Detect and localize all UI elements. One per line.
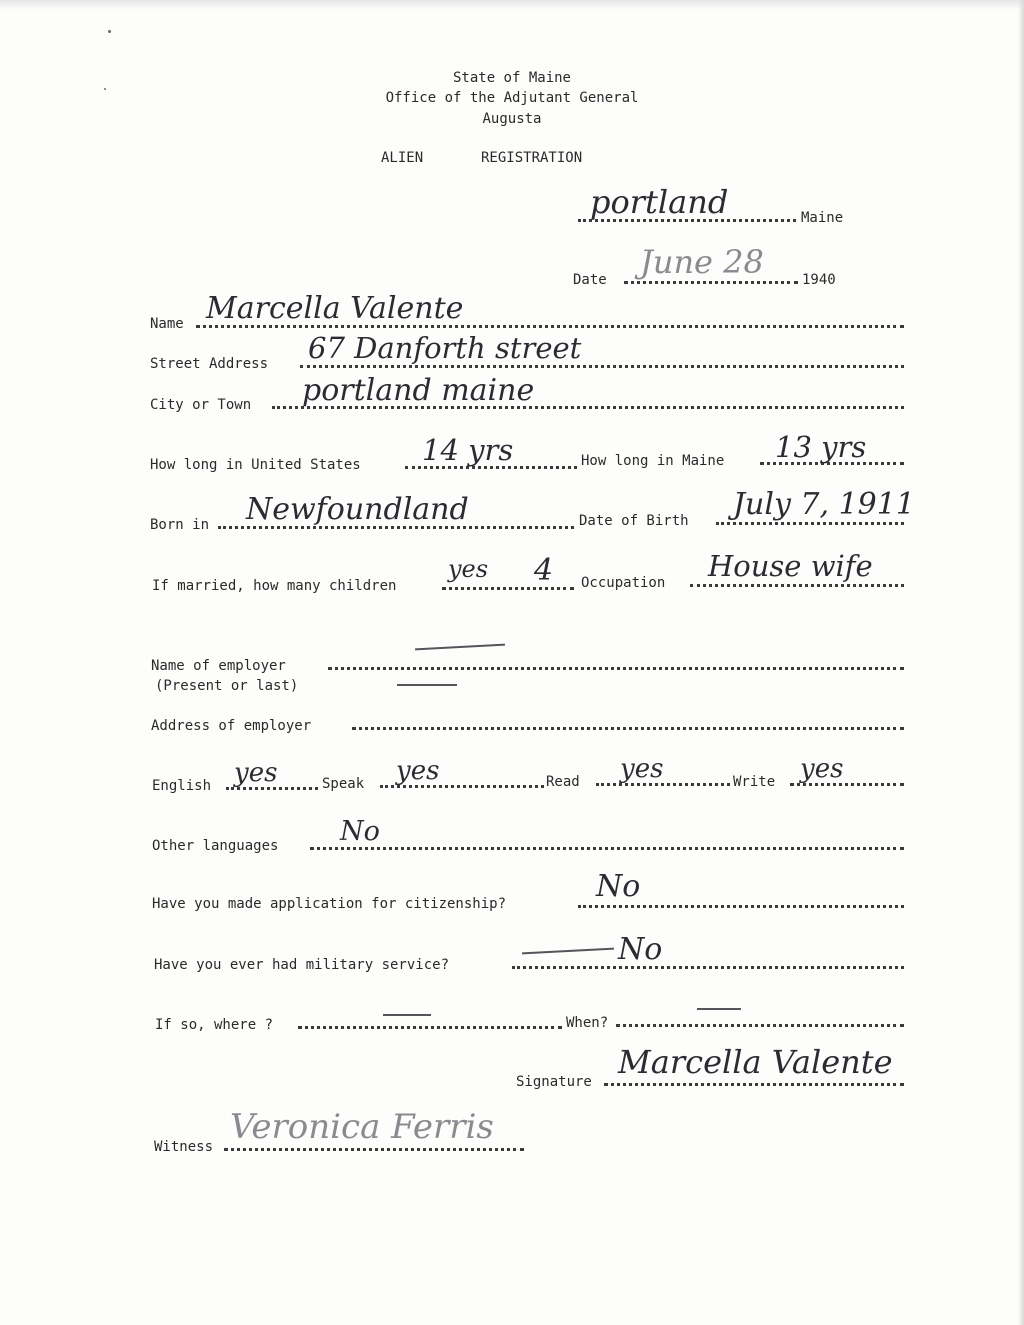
occupation-handwritten: House wife bbox=[708, 549, 873, 583]
street-leader bbox=[300, 365, 904, 368]
scan-speck bbox=[104, 88, 106, 90]
citizenship-handwritten: No bbox=[596, 869, 641, 904]
read-label: Read bbox=[546, 774, 580, 790]
other-languages-handwritten: No bbox=[340, 816, 380, 847]
witness-leader bbox=[224, 1148, 524, 1151]
signature-leader bbox=[604, 1083, 904, 1086]
witness-handwritten: Veronica Ferris bbox=[230, 1107, 494, 1147]
military-dash bbox=[522, 948, 614, 955]
signature-handwritten: Marcella Valente bbox=[618, 1043, 893, 1081]
born-label: Born in bbox=[150, 517, 210, 533]
speak-handwritten: yes bbox=[396, 756, 440, 786]
employer-sublabel: (Present or last) bbox=[155, 678, 299, 694]
date-label: Date bbox=[573, 272, 607, 288]
date-handwritten: June 28 bbox=[640, 243, 764, 281]
when-dash bbox=[697, 1008, 741, 1010]
employer-name-dash bbox=[415, 644, 505, 651]
name-label: Name bbox=[150, 316, 184, 332]
title-alien: ALIEN bbox=[381, 150, 424, 166]
read-leader bbox=[596, 783, 730, 786]
english-label: English bbox=[152, 778, 212, 794]
maine-years-handwritten: 13 yrs bbox=[775, 430, 867, 464]
employer-address-label: Address of employer bbox=[151, 718, 312, 734]
military-label: Have you ever had military service? bbox=[154, 957, 450, 973]
employer-leader bbox=[328, 667, 904, 670]
signature-label: Signature bbox=[516, 1074, 592, 1090]
employer-label: Name of employer bbox=[151, 658, 286, 674]
name-handwritten: Marcella Valente bbox=[206, 291, 464, 326]
where-label: If so, where ? bbox=[155, 1017, 274, 1033]
military-handwritten: No bbox=[618, 932, 663, 967]
dob-label: Date of Birth bbox=[579, 513, 689, 529]
us-years-handwritten: 14 yrs bbox=[422, 433, 514, 467]
where-leader bbox=[298, 1026, 562, 1029]
citizenship-leader bbox=[578, 905, 904, 908]
children-leader bbox=[442, 587, 574, 590]
city-label: City or Town bbox=[150, 397, 252, 413]
where-dash bbox=[383, 1014, 431, 1016]
read-handwritten: yes bbox=[620, 754, 664, 784]
write-label: Write bbox=[733, 774, 776, 790]
occupation-leader bbox=[690, 584, 904, 587]
scan-edge-top bbox=[0, 0, 1024, 10]
when-leader bbox=[616, 1024, 904, 1027]
street-label: Street Address bbox=[150, 356, 269, 372]
street-handwritten: 67 Danforth street bbox=[308, 331, 582, 365]
military-leader bbox=[512, 966, 904, 969]
witness-label: Witness bbox=[154, 1139, 214, 1155]
born-handwritten: Newfoundland bbox=[246, 492, 469, 527]
date-year: 1940 bbox=[802, 272, 836, 288]
employer-last-dash bbox=[397, 684, 457, 686]
city-handwritten: portland maine bbox=[302, 373, 535, 408]
when-label: When? bbox=[566, 1015, 609, 1031]
dob-leader bbox=[716, 522, 904, 525]
other-languages-leader bbox=[310, 847, 904, 850]
title-registration: REGISTRATION bbox=[481, 150, 583, 166]
dob-handwritten: July 7, 1911 bbox=[733, 487, 915, 522]
header-office: Office of the Adjutant General bbox=[385, 90, 639, 106]
maine-years-label: How long in Maine bbox=[581, 453, 725, 469]
children-married-handwritten: yes bbox=[448, 555, 489, 583]
header-city: Augusta bbox=[482, 111, 542, 127]
children-count-handwritten: 4 bbox=[534, 553, 554, 588]
scan-speck bbox=[108, 30, 111, 33]
header-state: State of Maine bbox=[452, 70, 571, 86]
place-handwritten: portland bbox=[590, 183, 729, 221]
occupation-label: Occupation bbox=[581, 575, 666, 591]
scan-edge-right bbox=[1018, 0, 1024, 1325]
us-years-label: How long in United States bbox=[150, 457, 361, 473]
write-handwritten: yes bbox=[800, 754, 844, 784]
english-handwritten: yes bbox=[234, 758, 278, 788]
date-leader bbox=[624, 281, 798, 284]
employer-address-leader bbox=[352, 727, 904, 730]
speak-label: Speak bbox=[322, 776, 365, 792]
citizenship-label: Have you made application for citizenship? bbox=[152, 896, 507, 912]
other-languages-label: Other languages bbox=[152, 838, 279, 854]
place-suffix: Maine bbox=[801, 210, 844, 226]
children-label: If married, how many children bbox=[152, 578, 397, 594]
